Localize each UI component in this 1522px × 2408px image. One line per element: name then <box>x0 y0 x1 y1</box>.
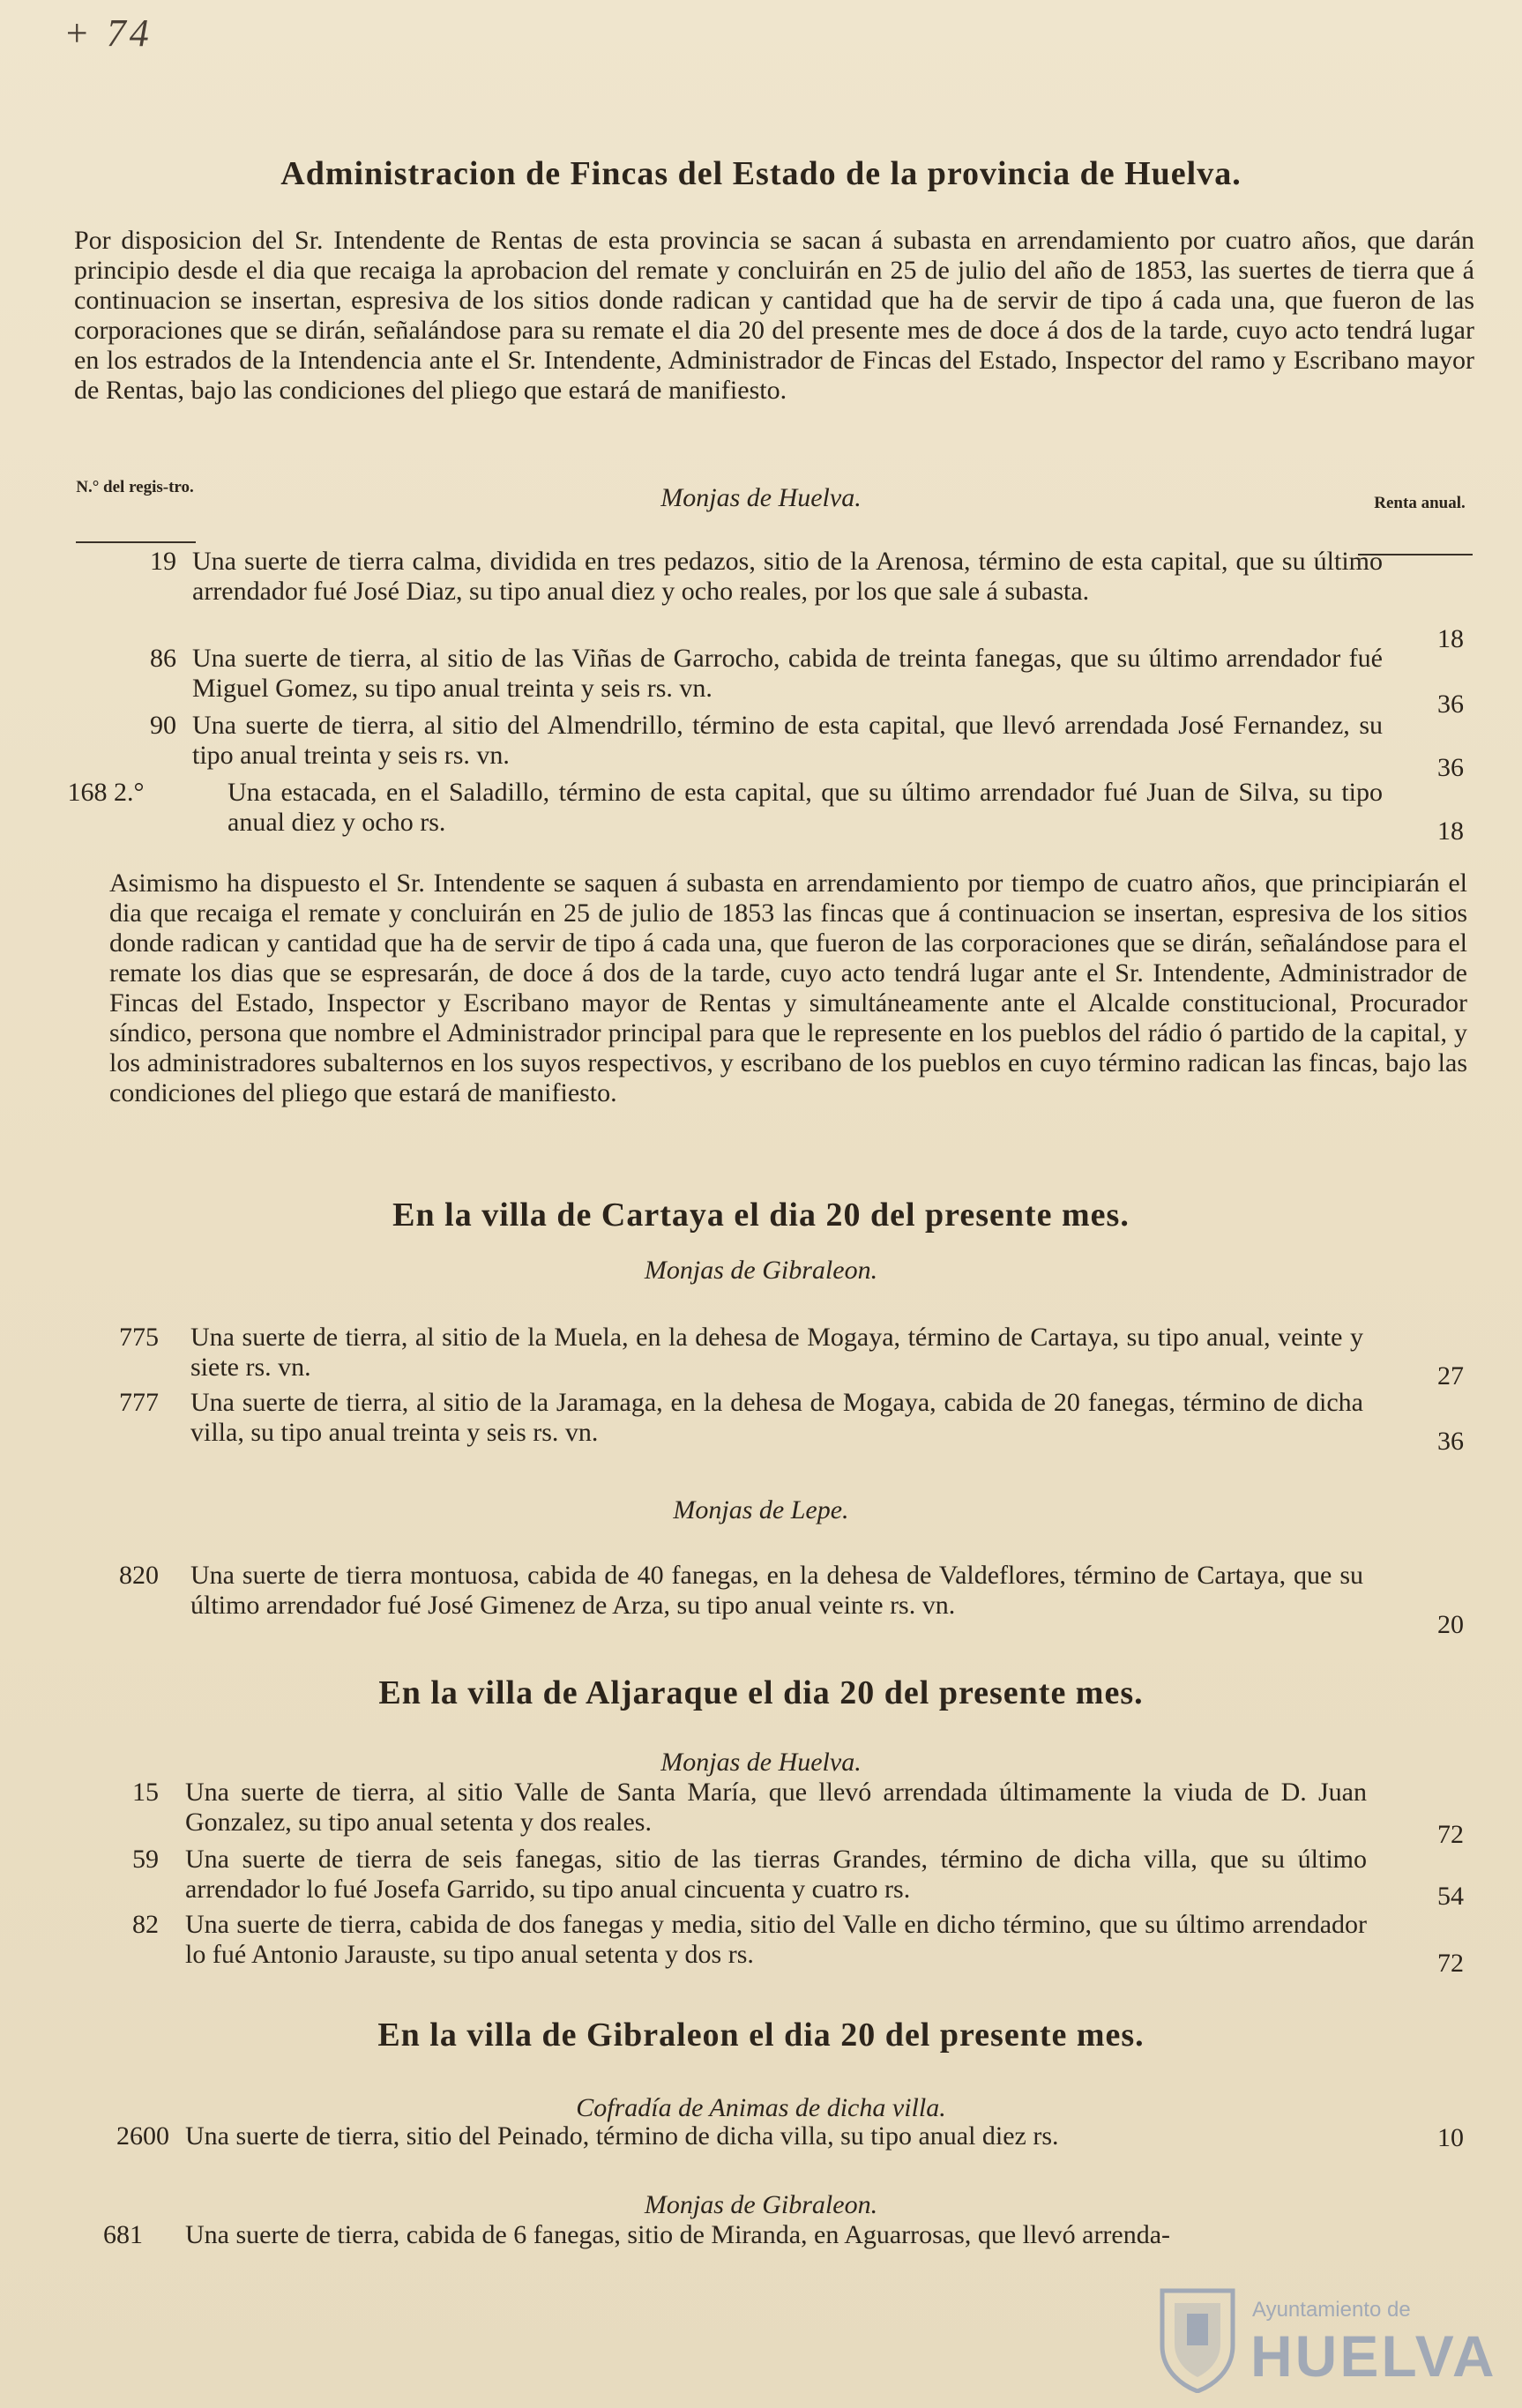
rent-amount: 36 <box>1437 690 1464 719</box>
owner-heading: Monjas de Huelva. <box>660 1748 862 1777</box>
entry-text: Una suerte de tierra, al sitio Valle de Santa María, que llevó arrendada últimamente la viuda de D. Juan Gonzalez, su tipo anual setenta y dos reales. <box>185 1778 1367 1837</box>
section-title-aljaraque: En la villa de Aljaraque el dia 20 del presente mes. <box>378 1674 1144 1711</box>
register-number: 90 <box>150 711 176 740</box>
crest-icon <box>1155 2284 1240 2393</box>
rent-amount: 27 <box>1437 1361 1464 1390</box>
entry-text: Una suerte de tierra, al sitio de las Viñas de Garrocho, cabida de treinta fanegas, que su último arrendador fué Miguel Gomez, su tipo anual treinta y seis rs. vn. <box>192 644 1383 703</box>
entry-text: Una suerte de tierra, al sitio del Almendrillo, término de esta capital, que llevó arrendada José Fernandez, su tipo anual treinta y seis rs. vn. <box>192 711 1383 770</box>
rent-amount: 18 <box>1437 624 1464 653</box>
register-header-rule <box>76 541 196 543</box>
register-number: 86 <box>150 644 176 673</box>
rent-amount: 10 <box>1437 2123 1464 2152</box>
entry-text: Una suerte de tierra montuosa, cabida de 40 fanegas, en la dehesa de Valdeflores, término de Cartaya, que su último arrendador fué José Gimenez de Arza, su tipo anual veinte rs. vn. <box>190 1561 1363 1620</box>
register-number: 775 <box>119 1323 159 1352</box>
register-number: 681 <box>103 2220 143 2249</box>
second-paragraph: Asimismo ha dispuesto el Sr. Intendente se saquen á subasta en arrendamiento por tiempo de cuatro años, que principiarán el dia que recaiga el remate y concluirán en 25 de julio de 1853 las fincas que á continuacion se insertan, espresiva de los sitios donde radican y cantidad que ha de servir de tipo á cada una, que fueron de las corporaciones que se dirán, señalándose para el remate los dias que se espresarán, de doce á dos de la tarde, cuyo acto tendrá lugar ante el Sr. Intendente, Administrador de Fincas del Estado, Inspector y Escribano mayor de Rentas y simultáneamente ante el Alcalde constitucional, Procurador síndico, persona que nombre el Administrador principal para que le represente en los pueblos del rádio ó partido de la capital, y los administradores subalternos en los suyos respectivos, y escribano de los pueblos en cuyo término radican las fincas, bajo las condiciones del pliego que estará de manifiesto. <box>109 869 1467 1107</box>
register-number: 168 2.° <box>67 778 145 807</box>
intro-paragraph: Por disposicion del Sr. Intendente de Rentas de esta provincia se sacan á subasta en arrendamiento por cuatro años, que darán principio desde el dia que recaiga la aprobacion del remate y concluirán en 25 de julio del año de 1853, las suertes de tierra que á continuacion se insertan, espresiva de los sitios donde radican y cantidad que ha de servir de tipo á cada una, que fueron de las corporaciones que se dirán, señalándose para su remate el dia 20 del presente mes de doce á dos de la tarde, cuyo acto tendrá lugar en los estrados de la Intendencia ante el Sr. Intendente, Administrador de Fincas del Estado, Inspector del ramo y Escribano mayor de Rentas, bajo las condiciones del pliego que estará de manifiesto. <box>74 226 1474 405</box>
section-title-cartaya: En la villa de Cartaya el dia 20 del presente mes. <box>392 1197 1130 1234</box>
register-number: 82 <box>132 1910 159 1939</box>
rent-amount: 18 <box>1437 816 1464 846</box>
annual-rent-column-header: Renta anual. <box>1374 494 1466 512</box>
entry-text: Una suerte de tierra, sitio del Peinado, término de dicha villa, su tipo anual diez rs. <box>185 2121 1059 2151</box>
owner-heading: Monjas de Lepe. <box>673 1495 849 1525</box>
entry-text: Una estacada, en el Saladillo, término de esta capital, que su último arrendador fué Juan de Silva, su tipo anual diez y ocho rs. <box>228 778 1383 837</box>
rent-amount: 72 <box>1437 1949 1464 1978</box>
register-number: 19 <box>150 547 176 576</box>
register-number: 777 <box>119 1388 159 1417</box>
rent-amount: 20 <box>1437 1610 1464 1639</box>
rent-amount: 36 <box>1437 1427 1464 1456</box>
document-title: Administracion de Fincas del Estado de la provincia de Huelva. <box>280 155 1242 192</box>
handwritten-corner-mark: + 74 <box>63 11 153 55</box>
logo-line-2: HUELVA <box>1250 2323 1497 2389</box>
owner-heading: Monjas de Gibraleon. <box>644 2190 878 2219</box>
entry-text: Una suerte de tierra, cabida de 6 fanegas, sitio de Miranda, en Aguarrosas, que llevó arrenda- <box>185 2220 1171 2249</box>
logo-line-1: Ayuntamiento de <box>1252 2298 1411 2322</box>
register-number: 59 <box>132 1845 159 1874</box>
entry-text: Una suerte de tierra calma, dividida en tres pedazos, sitio de la Arenosa, término de esta capital, que su último arrendador fué José Diaz, su tipo anual diez y ocho reales, por los que sale á subasta. <box>192 547 1383 606</box>
register-number: 2600 <box>116 2121 169 2151</box>
rent-amount: 36 <box>1437 753 1464 782</box>
section-title-gibraleon: En la villa de Gibraleon el dia 20 del presente mes. <box>377 2017 1145 2054</box>
archive-logo <box>1155 2284 1508 2398</box>
entry-text: Una suerte de tierra, al sitio de la Jaramaga, en la dehesa de Mogaya, cabida de 20 fanegas, término de dicha villa, su tipo anual treinta y seis rs. vn. <box>190 1388 1363 1447</box>
entry-text: Una suerte de tierra, cabida de dos fanegas y media, sitio del Valle en dicho término, que su último arrendador lo fué Antonio Jarauste, su tipo anual setenta y dos rs. <box>185 1910 1367 1969</box>
rent-amount: 72 <box>1437 1820 1464 1849</box>
register-number: 15 <box>132 1778 159 1807</box>
owner-heading: Cofradía de Animas de dicha villa. <box>576 2093 946 2122</box>
entry-text: Una suerte de tierra de seis fanegas, sitio de las tierras Grandes, término de dicha villa, que su último arrendador lo fué Josefa Garrido, su tipo anual cincuenta y cuatro rs. <box>185 1845 1367 1904</box>
rent-amount: 54 <box>1437 1882 1464 1911</box>
owner-heading: Monjas de Gibraleon. <box>644 1256 878 1285</box>
entry-text: Una suerte de tierra, al sitio de la Muela, en la dehesa de Mogaya, término de Cartaya, su tipo anual, veinte y siete rs. vn. <box>190 1323 1363 1382</box>
register-column-header: N.° del regis-tro. <box>76 478 194 496</box>
owner-heading: Monjas de Huelva. <box>660 483 862 512</box>
register-number: 820 <box>119 1561 159 1590</box>
